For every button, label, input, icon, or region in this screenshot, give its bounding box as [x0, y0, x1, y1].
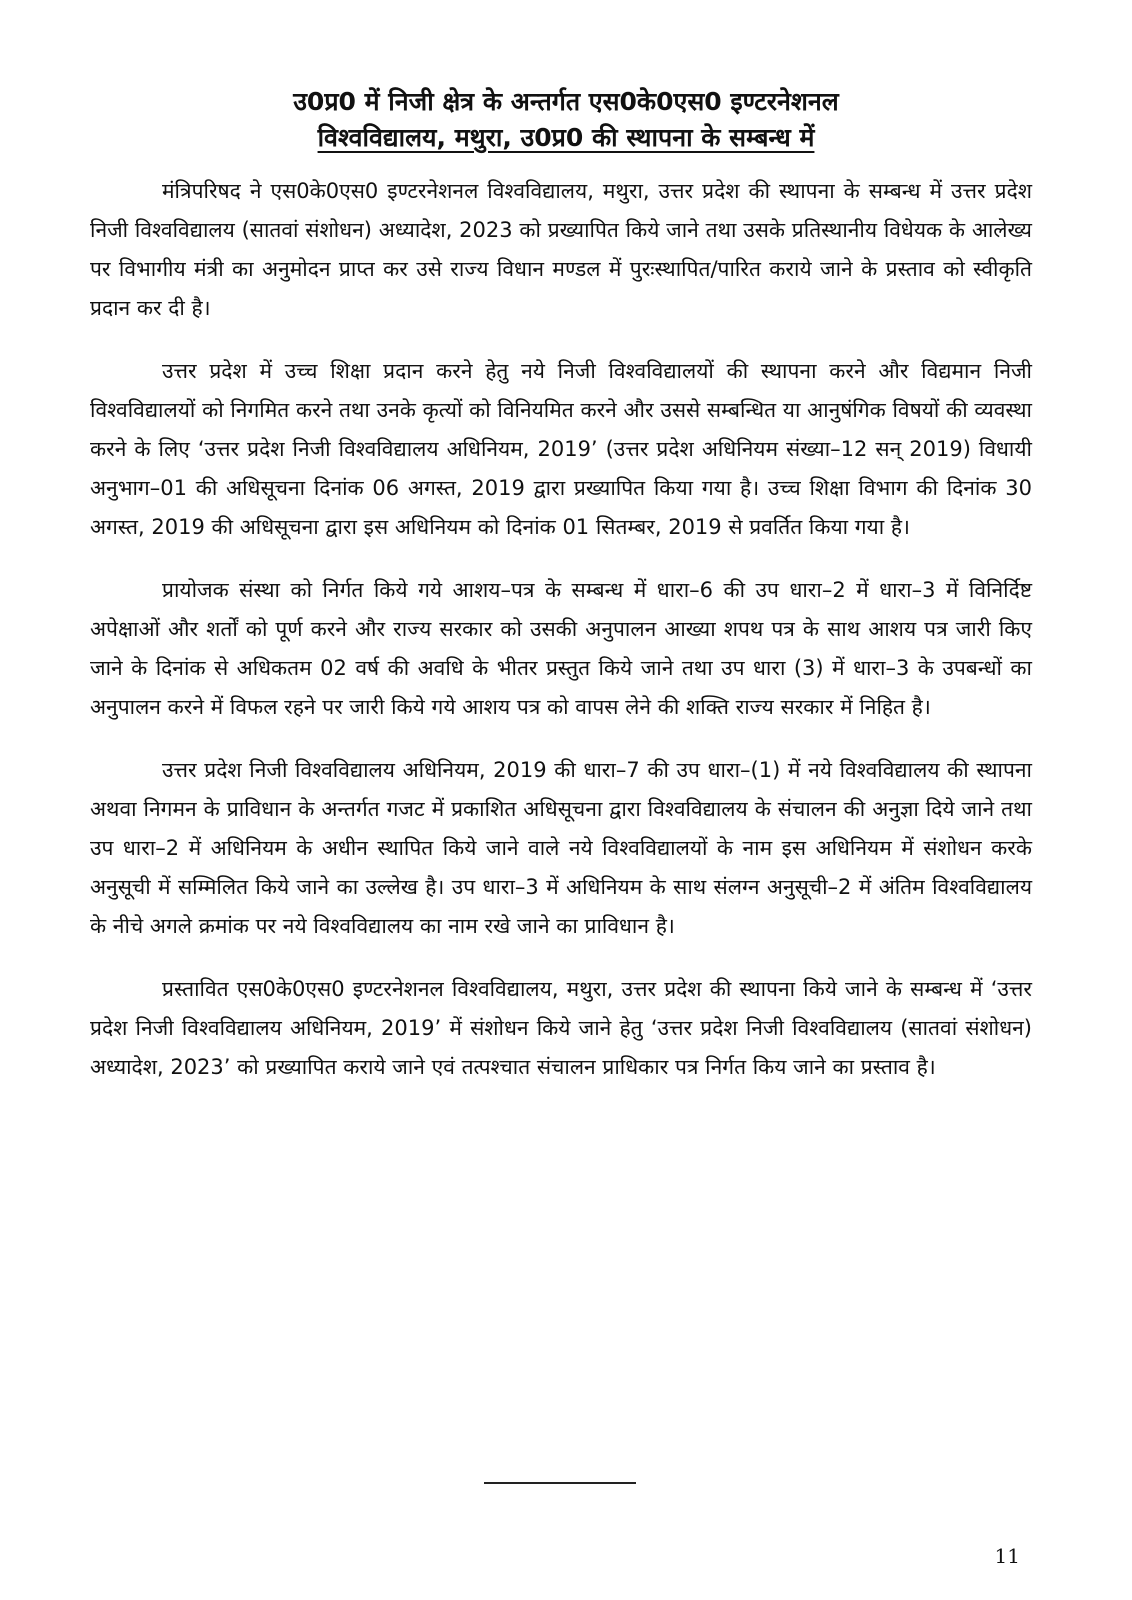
- paragraph-5: प्रस्तावित एस0के0एस0 इण्टरनेशनल विश्वविद्यालय, मथुरा, उत्तर प्रदेश की स्थापना किये जाने के सम्बन्ध में ‘उत्तर प्रदेश निजी विश्वविद्यालय अधिनियम, 2019’ में संशोधन किये जाने हेतु ‘उत्तर प्रदेश निजी विश्वविद्यालय (सातवां संशोधन) अध्यादेश, 2023’ को प्रख्यापित कराये जाने एवं तत्पश्चात संचालन प्राधिकार पत्र निर्गत किय जाने का प्रस्ताव है।: [90, 977, 1032, 1079]
- paragraph-4: उत्तर प्रदेश निजी विश्वविद्यालय अधिनियम, 2019 की धारा–7 की उप धारा–(1) में नये विश्वविद्यालय की स्थापना अथवा निगमन के प्राविधान के अन्तर्गत गजट में प्रकाशित अधिसूचना द्वारा विश्वविद्यालय के संचालन की अनुज्ञा दिये जाने तथा उप धारा–2 में अधिनियम के अधीन स्थापित किये जाने वाले नये विश्वविद्यालयों के नाम इस अधिनियम में संशोधन करके अनुसूची में सम्मिलित किये जाने का उल्लेख है। उप धारा–3 में अधिनियम के साथ संलग्न अनुसूची–2 में अंतिम विश्वविद्यालय के नीचे अगले क्रमांक पर नये विश्वविद्यालय का नाम रखे जाने का प्राविधान है।: [90, 758, 1032, 938]
- end-separator-line: [484, 1482, 636, 1484]
- paragraph-1: मंत्रिपरिषद ने एस0के0एस0 इण्टरनेशनल विश्वविद्यालय, मथुरा, उत्तर प्रदेश की स्थापना के सम्बन्ध में उत्तर प्रदेश निजी विश्वविद्यालय (सातवां संशोधन) अध्यादेश, 2023 को प्रख्यापित किये जाने तथा उसके प्रतिस्थानीय विधेयक के आलेख्य पर विभागीय मंत्री का अनुमोदन प्राप्त कर उसे राज्य विधान मण्डल में पुरःस्थापित/पारित कराये जाने के प्रस्ताव को स्वीकृति प्रदान कर दी है।: [90, 179, 1032, 320]
- document-body: [90, 172, 1032, 1111]
- paragraph-2: उत्तर प्रदेश में उच्च शिक्षा प्रदान करने हेतु नये निजी विश्वविद्यालयों की स्थापना करने और विद्यमान निजी विश्वविद्यालयों को निगमित करने तथा उनके कृत्यों को विनियमित करने और उससे सम्बन्धित या आनुषंगिक विषयों की व्यवस्था करने के लिए ‘उत्तर प्रदेश निजी विश्वविद्यालय अधिनियम, 2019’ (उत्तर प्रदेश अधिनियम संख्या–12 सन् 2019) विधायी अनुभाग–01 की अधिसूचना दिनांक 06 अगस्त, 2019 द्वारा प्रख्यापित किया गया है। उच्च शिक्षा विभाग की दिनांक 30 अगस्त, 2019 की अधिसूचना द्वारा इस अधिनियम को दिनांक 01 सितम्बर, 2019 से प्रवर्तित किया गया है।: [90, 359, 1032, 539]
- page-number: 11: [994, 1544, 1020, 1568]
- document-title-line-1: उ0प्र0 में निजी क्षेत्र के अन्तर्गत एस0के0एस0 इण्टरनेशनल: [293, 87, 839, 116]
- paragraph-3: प्रायोजक संस्था को निर्गत किये गये आशय–पत्र के सम्बन्ध में धारा–6 की उप धारा–2 में धारा–3 में विनिर्दिष्ट अपेक्षाओं और शर्तों को पूर्ण करने और राज्य सरकार को उसकी अनुपालन आख्या शपथ पत्र के साथ आशय पत्र जारी किए जाने के दिनांक से अधिकतम 02 वर्ष की अवधि के भीतर प्रस्तुत किये जाने तथा उप धारा (3) में धारा–3 के उपबन्धों का अनुपालन करने में विफल रहने पर जारी किये गये आशय पत्र को वापस लेने की शक्ति राज्य सरकार में निहित है।: [90, 578, 1032, 719]
- document-title-line-2: विश्वविद्यालय, मथुरा, उ0प्र0 की स्थापना के सम्बन्ध में: [317, 123, 815, 152]
